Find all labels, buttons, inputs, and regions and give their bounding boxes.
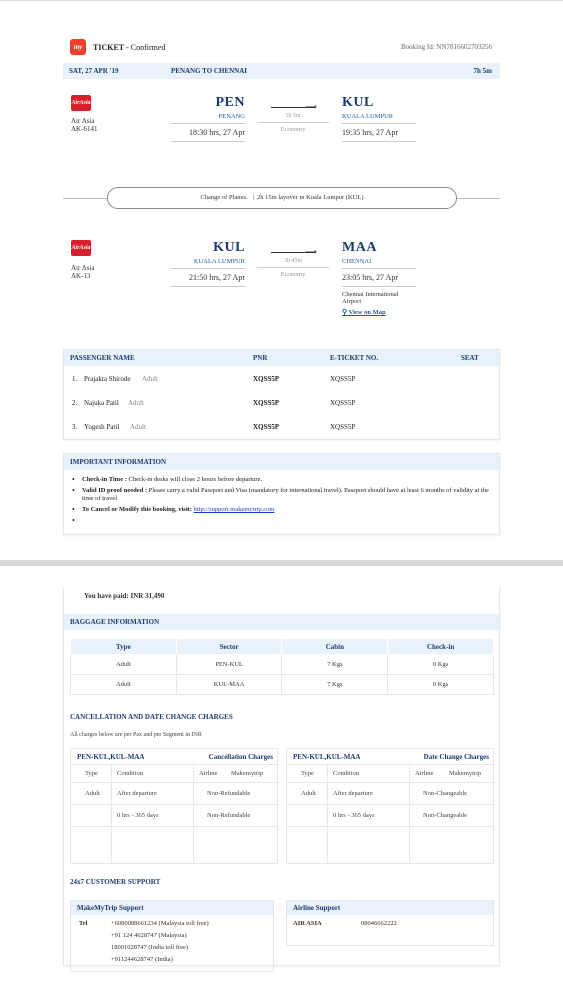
- cabin-class: Economy: [280, 271, 306, 278]
- view-on-map-label: View on Map: [348, 309, 386, 316]
- booking-id: Booking Id: NN7816602703256: [401, 43, 492, 51]
- baggage-cabin: 7 Kgs: [282, 675, 388, 695]
- phone-number[interactable]: +6080088661234 (Malaysia toll free): [111, 920, 209, 927]
- row-charge: Non-Changeable: [423, 790, 468, 797]
- layover-detail: 2h 15m layover in Kuala Lumpur (KUL): [257, 194, 364, 201]
- id-label: Valid ID proof needed :: [82, 487, 148, 494]
- makemytrip-label: Makemytrip: [231, 770, 264, 777]
- date-change-row: [287, 783, 493, 805]
- arrival-code: KUL: [342, 95, 374, 110]
- id-proof-info: [72, 487, 491, 503]
- baggage-type: Adult: [71, 675, 177, 695]
- cancellation-title: CANCELLATION AND DATE CHANGE CHARGES: [70, 713, 233, 721]
- passenger-number: 1.: [72, 375, 78, 383]
- flight-duration-block: [257, 101, 329, 133]
- flight-number: AK-13: [71, 272, 91, 280]
- modify-label: To Cancel or Modify this booking, visit:: [82, 506, 192, 513]
- makemytrip-label: Makemytrip: [449, 770, 482, 777]
- baggage-col-checkin: Check-in: [388, 639, 494, 655]
- baggage-col-cabin: Cabin: [282, 639, 388, 655]
- trip-duration: 7h 5m: [473, 67, 492, 75]
- row-charge: Non-Refundable: [207, 790, 251, 797]
- flight-duration: 3h 45m: [257, 258, 329, 268]
- column-divider: [327, 765, 328, 863]
- airasia-logo: AirAsia: [71, 240, 91, 256]
- passenger-row: [64, 420, 499, 436]
- passenger-pnr: XQSS5P: [253, 399, 280, 407]
- makemytrip-logo: my: [70, 39, 86, 55]
- flight-number: AK-6141: [71, 125, 98, 133]
- pnr-header: PNR: [253, 354, 268, 362]
- cancellation-row: [71, 805, 277, 827]
- cancellation-table-header: [71, 749, 277, 765]
- departure-code: PEN: [215, 95, 245, 110]
- baggage-row: [71, 655, 494, 675]
- airline-support-name: AIR ASIA: [293, 920, 322, 927]
- checkin-info: [72, 476, 491, 484]
- airline-label: Airline: [415, 770, 434, 777]
- baggage-sector: KUL-MAA: [176, 675, 282, 695]
- arrival-block: [342, 95, 416, 142]
- trip-date: SAT, 27 APR '19: [69, 67, 119, 75]
- condition-label: Condition: [117, 770, 144, 777]
- layover-label: Change of Planes.: [200, 194, 248, 201]
- passenger-pnr: XQSS5P: [253, 375, 280, 383]
- row-condition: After departure: [333, 790, 373, 797]
- passenger-eticket: XQSS5P: [330, 423, 356, 431]
- passenger-number: 3.: [72, 423, 78, 431]
- airline-support-phone[interactable]: 08046662222: [361, 920, 397, 927]
- date-change-charges-table: [286, 748, 494, 864]
- passenger-name: Najuka Patil: [84, 399, 119, 407]
- phone-number[interactable]: +91 124 4628747 (Malaysia): [111, 932, 187, 939]
- support-title: 24x7 CUSTOMER SUPPORT: [70, 878, 161, 886]
- ticket-title: [93, 43, 165, 52]
- phone-number[interactable]: +911244628747 (India): [111, 956, 173, 963]
- checkin-label: Check-in Time :: [82, 476, 127, 483]
- layover-pill: Change of Planes. | 2h 15m layover in Kuala Lumpur (KUL): [107, 187, 457, 209]
- view-on-map-link[interactable]: [342, 308, 416, 316]
- ticket-status: - Confirmed: [124, 43, 166, 52]
- phone-number[interactable]: 18001028747 (India toll free): [111, 944, 189, 951]
- arrival-time: 19:35 hrs, 27 Apr: [342, 128, 416, 142]
- departure-block: [171, 95, 245, 142]
- passenger-table: [63, 349, 500, 440]
- baggage-sector: PEN-KUL: [176, 655, 282, 675]
- makemytrip-support-box: [70, 900, 274, 972]
- date-change-heading: Date Change Charges: [423, 753, 489, 761]
- row-type: Adult: [301, 790, 316, 797]
- airline-support-title: Airline Support: [287, 901, 493, 915]
- row-type: Adult: [85, 790, 100, 797]
- date-change-table-header: [287, 749, 493, 765]
- row-condition: After departure: [117, 790, 157, 797]
- passenger-number: 2.: [72, 399, 78, 407]
- eticket-header: E-TICKET NO.: [330, 354, 379, 362]
- baggage-col-type: Type: [71, 639, 177, 655]
- arrival-code: MAA: [342, 240, 377, 255]
- passenger-row: [64, 372, 499, 388]
- modify-booking-info: [72, 506, 491, 514]
- cancellation-heading: Cancellation Charges: [208, 753, 273, 761]
- important-information: [63, 453, 500, 535]
- passenger-pnr: XQSS5P: [253, 423, 280, 431]
- passenger-type: Adult: [142, 375, 158, 383]
- airline-info: [71, 117, 97, 133]
- map-pin-icon: ⚲: [342, 308, 348, 316]
- page2-container: [63, 588, 500, 966]
- departure-city: KUALA LUMPUR: [171, 258, 245, 269]
- baggage-row: [71, 675, 494, 695]
- condition-label: Condition: [333, 770, 360, 777]
- arrival-block: [342, 240, 416, 316]
- flight-segment-1: [63, 93, 500, 153]
- departure-city: PENANG: [171, 113, 245, 124]
- airline-name: Air Asia: [71, 264, 95, 272]
- cancellation-charges-table: [70, 748, 278, 864]
- passenger-name-header: PASSENGER NAME: [70, 354, 135, 362]
- arrival-city: KUALA LUMPUR: [342, 113, 416, 124]
- ticket-label: TICKET: [93, 43, 125, 52]
- flight-duration: 1h 5m: [257, 113, 329, 123]
- type-label: Type: [301, 770, 314, 777]
- arrival-time: 23:05 hrs, 27 Apr: [342, 273, 416, 287]
- passenger-eticket: XQSS5P: [330, 375, 356, 383]
- date-change-subheader: [287, 765, 493, 783]
- row-condition: 0 hrs - 365 days: [117, 812, 159, 819]
- amount-paid: You have paid: INR 31,490: [84, 592, 165, 600]
- arrival-airport: Chennai International Airport: [342, 291, 399, 305]
- passenger-name: Prajakta Shirode: [84, 375, 131, 383]
- cabin-class: Economy: [280, 126, 306, 133]
- passenger-row: [64, 396, 499, 412]
- baggage-col-sector: Sector: [176, 639, 282, 655]
- row-charge: Non-Refundable: [207, 812, 251, 819]
- baggage-title: BAGGAGE INFORMATION: [64, 614, 499, 630]
- id-text: Please carry a valid Passport and Visa (mandatory for international travel). Passport should have at least 6 months of validity at the time of travel: [82, 487, 489, 502]
- passenger-type: Adult: [130, 423, 146, 431]
- flight-duration-block: [257, 246, 329, 278]
- column-divider: [409, 765, 410, 863]
- departure-time: 18:30 hrs, 27 Apr: [171, 128, 245, 142]
- passenger-eticket: XQSS5P: [330, 399, 356, 407]
- airasia-logo: AirAsia: [71, 95, 91, 111]
- date-change-sector: PEN-KUL,KUL-MAA: [293, 753, 361, 761]
- departure-time: 21:50 hrs, 27 Apr: [171, 273, 245, 287]
- type-label: Type: [85, 770, 98, 777]
- departure-code: KUL: [213, 240, 245, 255]
- arrow-right-icon: ⟶: [257, 246, 329, 256]
- airline-name: Air Asia: [71, 117, 95, 125]
- arrival-city: CHENNAI: [342, 258, 416, 269]
- support-link[interactable]: http://support.makemytrip.com: [193, 506, 275, 513]
- departure-block: [171, 240, 245, 287]
- cancellation-row: [71, 783, 277, 805]
- cancellation-note: All charges below are per Pax and per Segment in INR: [70, 732, 202, 738]
- flight-segment-2: [63, 238, 500, 328]
- airline-label: Airline: [199, 770, 218, 777]
- seat-header: SEAT: [461, 354, 479, 362]
- baggage-checkin: 0 Kgs: [388, 675, 494, 695]
- baggage-type: Adult: [71, 655, 177, 675]
- row-charge: Non-Changeable: [423, 812, 468, 819]
- date-change-row: [287, 805, 493, 827]
- baggage-table: [70, 638, 494, 695]
- baggage-cabin: 7 Kgs: [282, 655, 388, 675]
- trip-route: PENANG TO CHENNAI: [171, 67, 247, 75]
- tel-label: Tel: [79, 920, 88, 927]
- cancellation-sector: PEN-KUL,KUL-MAA: [77, 753, 145, 761]
- mmt-support-title: MakeMyTrip Support: [71, 901, 273, 915]
- passenger-name: Yogesh Patil: [84, 423, 120, 431]
- baggage-checkin: 0 Kgs: [388, 655, 494, 675]
- airline-support-box: [286, 900, 494, 946]
- baggage-header-row: [71, 639, 494, 655]
- arrow-right-icon: ⟶: [257, 101, 329, 111]
- row-condition: 0 hrs - 365 days: [333, 812, 375, 819]
- ticket-page-2: [0, 566, 563, 1000]
- important-info-title: IMPORTANT INFORMATION: [64, 454, 499, 470]
- column-divider: [111, 765, 112, 863]
- trip-summary-bar: [63, 63, 500, 79]
- airline-info: [71, 264, 95, 280]
- passenger-table-header: [64, 350, 499, 366]
- cancellation-subheader: [71, 765, 277, 783]
- column-divider: [193, 765, 194, 863]
- ticket-header: [63, 39, 500, 59]
- passenger-type: Adult: [128, 399, 144, 407]
- checkin-text: Check-in desks will close 2 hours before departure.: [126, 476, 263, 483]
